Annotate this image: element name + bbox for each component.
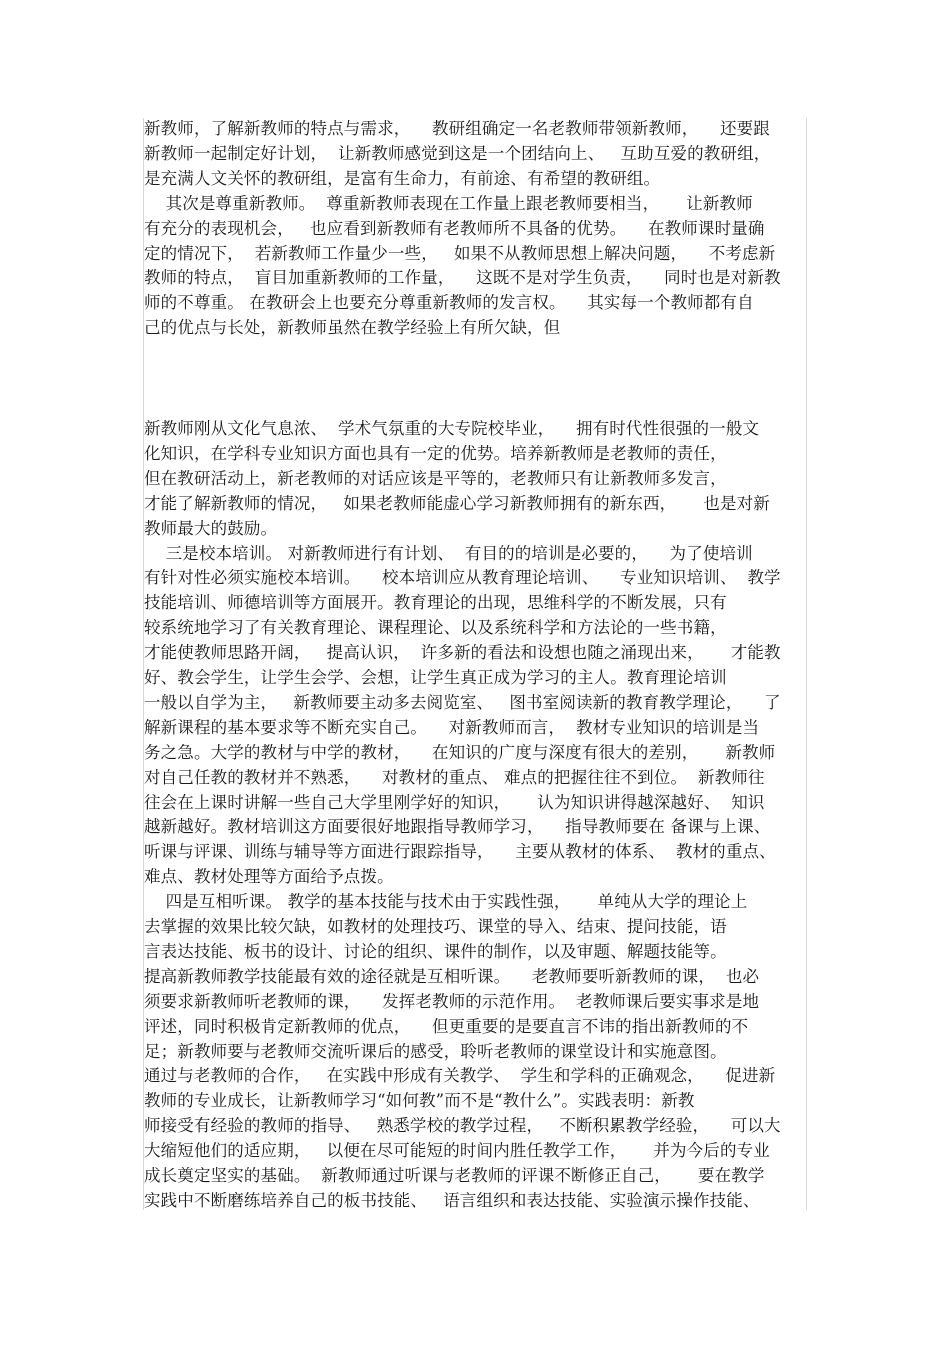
- text-line: 去掌握的效果比较欠缺，如教材的处理技巧、课堂的导入、结束、提问技能，语: [144, 917, 727, 936]
- text-line: 才能了解新教师的情况， 如果老教师能虚心学习新教师拥有的新东西， 也是对新: [144, 493, 770, 513]
- text-line: 成长奠定坚实的基础。 新教师通过听课与老教师的评课不断修正自己， 要在教学: [144, 1166, 765, 1185]
- text-line: 四是互相听课。 教学的基本技能与技术由于实践性强， 单纯从大学的理论上: [144, 892, 748, 912]
- text-line: 评述，同时积极肯定新教师的优点， 但更重要的是要直言不讳的指出新教师的不: [144, 1016, 749, 1036]
- text-line: 通过与老教师的合作， 在实践中形成有关教学、 学生和学科的正确观念， 促进新: [144, 1066, 776, 1086]
- text-line: 须要求新教师听老教师的课， 发挥老教师的示范作用。 老教师课后要实事求是地: [144, 991, 760, 1011]
- text-line: 听课与评课、训练与辅导等方面进行跟踪指导， 主要从教材的体系、 教材的重点、: [144, 842, 776, 862]
- text-line: 提高新教师教学技能最有效的途径就是互相听课。 老教师要听新教师的课， 也必: [144, 966, 760, 986]
- text-line: 难点、教材处理等方面给予点拨。: [144, 867, 394, 887]
- text-line: 师的不尊重。 在教研会上也要充分尊重新教师的发言权。 其实每一个教师都有自: [144, 293, 754, 313]
- text-line: 言表达技能、板书的设计、讨论的组织、课件的制作，以及审题、解题技能等。: [144, 941, 727, 961]
- text-line: 实践中不断磨练培养自己的板书技能、 语言组织和表达技能、实验演示操作技能、: [144, 1190, 760, 1210]
- text-line: 新教师刚从文化气息浓、 学术气氛重的大专院校毕业， 拥有时代性很强的一般文: [144, 419, 760, 438]
- text-line: 师接受有经验的教师的指导、 熟悉学校的教学过程， 不断积累教学经验， 可以大: [144, 1116, 781, 1136]
- text-line: 务之急。大学的教材与中学的教材， 在知识的广度与深度有很大的差别， 新教师: [144, 742, 776, 762]
- text-line: 教师最大的鼓励。: [144, 518, 278, 538]
- text-line: 好、教会学生，让学生会学、会想，让学生真正成为学习的主人。教育理论培训: [144, 668, 727, 687]
- text-line: 大缩短他们的适应期， 以便在尽可能短的时间内胜任教学工作， 并为今后的专业: [144, 1141, 770, 1161]
- text-line: 三是校本培训。 对新教师进行有计划、 有目的的培训是必要的， 为了使培训: [144, 543, 753, 563]
- text-line: 有针对性必须实施校本培训。 校本培训应从教育理论培训、 专业知识培训、 教学: [144, 568, 781, 588]
- text-line: 足；新教师要与老教师交流听课后的感受，聆听老教师的课堂设计和实施意图。: [144, 1041, 727, 1061]
- text-line: 解新课程的基本要求等不断充实自己。 对新教师而言， 教材专业知识的培训是当: [144, 717, 760, 737]
- text-line: 化知识，在学科专业知识方面也具有一定的优势。培养新教师是老教师的责任，: [144, 443, 727, 463]
- text-line: 越新越好。教材培训这方面要很好地跟指导教师学习， 指导教师要在 备课与上课、: [144, 817, 771, 837]
- text-line: 是充满人文关怀的教研组，是富有生命力，有前途、有希望的教研组。: [144, 168, 661, 188]
- text-line: 教师的特点， 盲目加重新教师的工作量， 这既不是对学生负责， 同时也是对新教: [144, 268, 781, 288]
- text-line: 其次是尊重新教师。 尊重新教师表现在工作量上跟老教师要相当， 让新教师: [144, 193, 753, 213]
- text-line: 教师的专业成长，让新教师学习“如何教”而不是“教什么”。实践表明：新教: [144, 1091, 695, 1111]
- text-line: 己的优点与长处，新教师虽然在教学经验上有所欠缺，但: [144, 318, 561, 338]
- right-border-line: [806, 118, 807, 1210]
- text-line: 才能使教师思路开阔， 提高认识， 许多新的看法和设想也随之涌现出来， 才能教: [144, 643, 781, 663]
- text-line: 技能培训、师德培训等方面展开。教育理论的出现，思维科学的不断发展，只有: [144, 593, 727, 613]
- text-line: 但在教研活动上，新老教师的对话应该是平等的，老教师只有让新教师多发言，: [144, 468, 727, 488]
- text-line: 新教师，了解新教师的特点与需求， 教研组确定一名老教师带领新教师， 还要跟: [144, 119, 770, 138]
- text-line: 新教师一起制定好计划， 让新教师感觉到这是一个团结向上、 互助互爱的教研组，: [144, 143, 771, 163]
- text-line: 往会在上课时讲解一些自己大学里刚学好的知识， 认为知识讲得越深越好、 知识: [144, 792, 765, 812]
- text-line: 定的情况下， 若新教师工作量少一些， 如果不从教师思想上解决问题， 不考虑新: [144, 243, 776, 263]
- text-line: 对自己任教的教材并不熟悉， 对教材的重点、 难点的把握往往不到位。 新教师往: [144, 767, 765, 787]
- text-line: 有充分的表现机会， 也应看到新教师有老教师所不具备的优势。 在教师课时量确: [144, 218, 765, 238]
- text-line: 较系统地学习了有关教育理论、课程理论、以及系统科学和方法论的一些书籍，: [144, 618, 727, 638]
- text-line: 一般以自学为主， 新教师要主动多去阅览室、 图书室阅读新的教育教学理论， 了: [144, 692, 781, 712]
